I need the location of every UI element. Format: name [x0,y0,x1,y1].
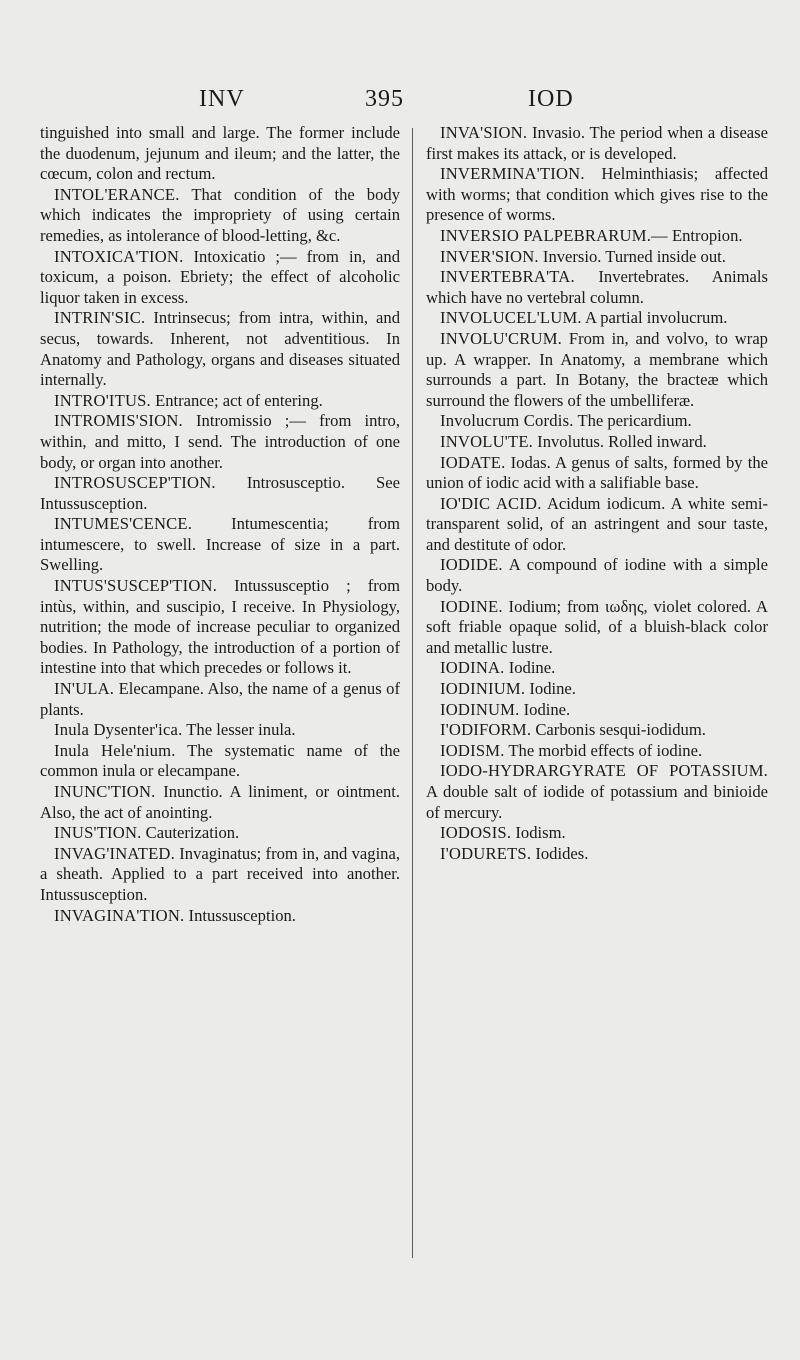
entry-headword: INTROMIS'SION. [54,411,183,431]
left-guide-word: INV [199,86,245,112]
entry-involucrum [426,329,768,411]
entry-headword: INTOXICA'TION. [54,246,184,266]
entry-introsusception [40,473,400,514]
entry-introitus [40,391,400,412]
entry-definition: Invaginatus; from in, and vagina, a sheath. Applied to a part received into another. Intussusception. [40,843,400,904]
entry-definition: The pericardium. [577,411,692,431]
entry-definition: Intoxicatio ;— from in, and toxicum, a poison. Ebriety; the effect of alcoholic liquor taken in excess. [40,246,401,307]
entry-headword: INVOLUCEL'LUM. [440,308,582,328]
entry-involute [426,432,768,453]
entry-definition: Introsusceptio. See Intussusception. [40,473,400,513]
entry-definition: The lesser inula. [186,720,296,740]
entry-definition: Iodine. [508,658,556,678]
entry-definition: Entrance; act of entering. [155,390,323,410]
entry-intumescence [40,514,400,576]
entry-inunction [40,782,400,823]
running-header [0,86,800,116]
entry-inversio-palpebrarum [426,226,768,247]
entry-definition: From in, and volvo, to wrap up. A wrapper. In Anatomy, a membrane which surrounds a part. In Botany, the bracteæ which surround the flowers of the umbelliferæ. [426,328,768,410]
entry-intolerance [40,185,400,247]
entry-headword: INVAG'INATED. [54,843,175,863]
entry-headword: Inula Hele'nium. [54,740,176,760]
entry-definition: Inunctio. A liniment, or ointment. Also, the act of anointing. [40,782,400,822]
entry-definition: Iodas. A genus of salts, formed by the union of iodic acid with a salifiable base. [426,452,768,493]
entry-headword: INUS'TION. [54,823,142,843]
entry-headword: INTROSUSCEP'TION. [54,473,216,493]
entry-headword: INVERMINA'TION. [440,164,585,184]
entry-headword: INVER'SION. [440,246,539,266]
entry-headword: IODOSIS. [440,823,512,843]
entry-headword: IODATE. [440,452,506,472]
entry-definition: A partial involucrum. [584,308,728,328]
entry-definition: The morbid effects of iodine. [508,740,703,760]
entry-headword: INTUS'SUSCEP'TION. [54,576,218,596]
entry-definition: Invertebrates. Animals which have no vertebral column. [426,267,768,307]
entry-definition: Intumescentia; from intumescere, to swell. Increase of size in a part. Swelling. [40,514,400,575]
entry-headword: IODINUM. [440,699,520,719]
entry-intestine-cont [40,123,400,185]
entry-headword: INVERSIO PALPEBRARUM.— [440,225,668,245]
entry-intrinsic [40,308,400,390]
entry-headword: INTUMES'CENCE. [54,514,193,534]
page-number: 395 [365,86,404,112]
right-guide-word: IOD [528,86,574,112]
entry-definition: Intussusceptio ; from intùs, within, and suscipio, I receive. In Physiology, nutrition; the mode of increase peculiar to organized bodies. In Pathology, the introduction of a portion of intestine into that which precedes or follows it. [40,576,400,678]
entry-headword: Inula Dysenter'ica. [54,720,183,740]
entry-inustion [40,823,400,844]
entry-definition: Intussusception. [188,905,296,925]
entry-invermination [426,164,768,226]
entry-definition: That condition of the body which indicates the impropriety of using certain remedies, as intolerance of blood-letting, &c. [40,184,400,245]
entry-iodic-acid [426,494,768,556]
entry-headword: IN'ULA. [54,679,115,699]
entry-definition: A double salt of iodide of potassium and binioide of mercury. [426,782,768,822]
entry-definition: Entropion. [672,225,743,245]
entry-headword: IODINE. [440,596,503,616]
entry-definition: Involutus. Rolled inward. [537,431,707,451]
entry-definition: Iodine. [529,679,576,699]
entry-definition: Cauterization. [145,823,240,843]
entry-headword: INVERTEBRA'TA. [440,267,575,287]
entry-definition: Iodism. [515,823,566,843]
entry-headword: IODIDE. [440,555,503,575]
entry-involucrum-cordis [426,411,768,432]
right-column [426,123,768,864]
column-divider [412,128,413,1258]
entry-iodiform [426,720,768,741]
entry-definition: Invasio. The period when a disease first makes its attack, or is developed. [426,123,768,163]
entry-invasion [426,123,768,164]
entry-iodate [426,453,768,494]
entry-iodosis [426,823,768,844]
entry-headword: INVAGINA'TION. [54,905,185,925]
entry-headword: INVA'SION. [440,123,528,142]
entry-headword: INUNC'TION. [54,782,156,801]
entry-headword: IODISM. [440,740,505,760]
entry-definition: Inversio. Turned inside out. [542,246,726,266]
entry-invagination [40,906,400,927]
entry-headword: IODO-HYDRARGYRATE OF POTASSIUM. [440,761,768,781]
entry-definition: Iodium; from ιωδης, violet colored. A soft friable opaque solid, of a bluish-black color and metallic lustre. [426,596,768,657]
entry-involucellum [426,308,768,329]
entry-headword: INTRO'ITUS. [54,390,151,410]
entry-headword: IO'DIC ACID. [440,493,542,513]
entry-iodo-hydrargyrate [426,761,768,823]
entry-inversion [426,247,768,268]
entry-iodide [426,555,768,596]
entry-definition: tinguished into small and large. The former include the duodenum, jejunum and ileum; and the latter, the cœcum, colon and rectum. [40,123,400,184]
entry-definition: Intrinsecus; from intra, within, and secus, towards. Inherent, not adventitious. In Anatomy and Pathology, organs and diseases situated internally. [40,308,401,390]
entry-definition: A compound of iodine with a simple body. [426,555,768,596]
entry-headword: Involucrum Cordis. [440,411,574,431]
entry-invertebrata [426,267,768,308]
entry-invaginated [40,844,400,906]
entry-headword: INTOL'ERANCE. [54,184,180,204]
entry-definition: Elecampane. Also, the name of a genus of plants. [40,679,400,719]
entry-definition: Iodine. [523,699,571,719]
entry-headword: INTRIN'SIC. [54,308,146,328]
entry-inula [40,679,400,720]
entry-iodinum [426,700,768,721]
entry-headword: IODINA. [440,658,505,678]
entry-headword: IODINIUM. [440,679,526,699]
entry-headword: INVOLU'CRUM. [440,328,563,348]
entry-intussusception [40,576,400,679]
entry-headword: INVOLU'TE. [440,431,534,451]
entry-iodism [426,741,768,762]
entry-definition: The systematic name of the common inula or elecampane. [40,740,400,781]
entry-iodina [426,658,768,679]
entry-inula-helenium [40,741,400,782]
entry-definition: Acidum iodicum. A white semi-transparent solid, of an astringent and sour taste, and destitute of odor. [426,493,768,554]
entry-iodine [426,597,768,659]
entry-intromission [40,411,400,473]
left-column [40,123,400,926]
entry-intoxication [40,247,400,309]
entry-headword: I'ODURETS. [440,843,532,863]
entry-iodinium [426,679,768,700]
entry-iodurets [426,844,768,865]
entry-inula-dysenterica [40,720,400,741]
entry-definition: Iodides. [535,843,589,863]
entry-headword: I'ODIFORM. [440,720,532,740]
entry-definition: Carbonis sesqui-iodidum. [535,720,706,740]
entry-definition: Helminthiasis; affected with worms; that condition which gives rise to the presence of worms. [426,164,768,225]
entry-definition: Intromissio ;— from intro, within, and mitto, I send. The introduction of one body, or organ into another. [40,411,400,472]
